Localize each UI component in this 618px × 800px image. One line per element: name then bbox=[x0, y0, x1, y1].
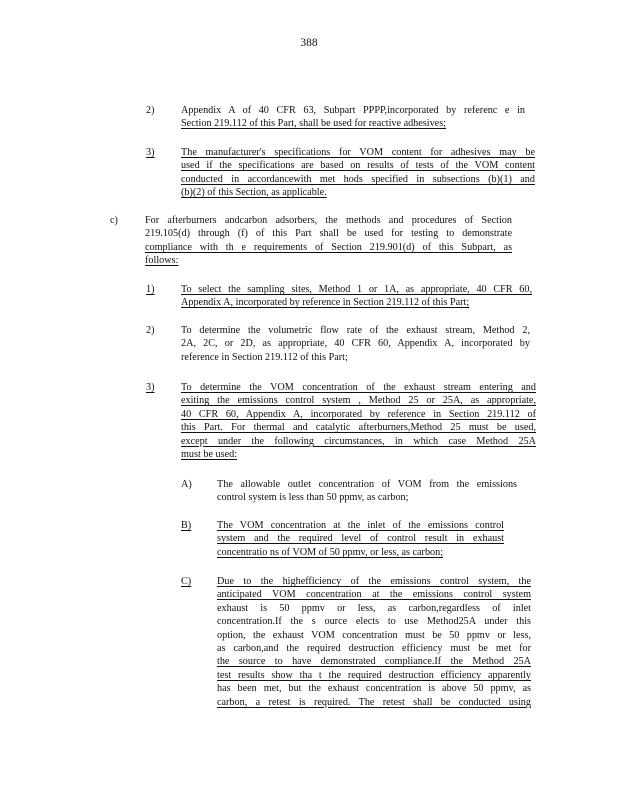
paragraph-a-allowable-outlet bbox=[217, 478, 517, 505]
text-line: The allowable outlet concentration of VOM from the emissions bbox=[217, 479, 517, 490]
text-line: option, the exhaust VOM concentration must be 50 ppmv or less, bbox=[217, 629, 531, 641]
text-line: 2A, 2C, or 2D, as appropriate, 40 CFR 60, Appendix A, incorporated by bbox=[181, 338, 530, 350]
item-marker: c) bbox=[110, 215, 118, 226]
text-line: must be used: bbox=[181, 449, 238, 461]
text-line: concentration.If the s ource elects to use Method25A under this bbox=[217, 616, 531, 628]
item-marker: 2) bbox=[146, 325, 155, 336]
text-line: For afterburners andcarbon adsorbers, the methods and procedures of Section bbox=[145, 215, 512, 226]
text-line: Appendix A of 40 CFR 63, Subpart PPPP,incorporated by referenc e in bbox=[181, 105, 525, 116]
text-line: used if the specifications are based on results of tests of the VOM content bbox=[181, 160, 535, 172]
text-line: To determine the volumetric flow rate of the exhaust stream, Method 2, bbox=[181, 325, 530, 336]
paragraph-3-manufacturer-specifications bbox=[181, 146, 535, 200]
text-line: this Part. For thermal and catalytic afterburners,Method 25 must be used, bbox=[181, 422, 536, 434]
text-line: (b)(2) of this Section, as applicable. bbox=[181, 187, 327, 199]
paragraph-1-sampling-sites bbox=[181, 283, 532, 310]
item-marker: B) bbox=[181, 520, 192, 531]
text-line: compliance with th e requirements of Section 219.901(d) of this Subpart, as bbox=[145, 241, 512, 253]
text-line: the source to have demonstrated compliance.If the Method 25A bbox=[217, 656, 531, 668]
text-line: To select the sampling sites, Method 1 or 1A, as appropriate, 40 CFR 60, bbox=[181, 284, 532, 295]
paragraph-b-inlet-concentration bbox=[217, 519, 504, 559]
text-line: system and the required level of control result in exhaust bbox=[217, 533, 504, 545]
paragraph-2-volumetric-flow bbox=[181, 324, 530, 364]
item-marker: 1) bbox=[146, 284, 155, 295]
text-line: The manufacturer's specifications for VOM content for adhesives may be bbox=[181, 147, 535, 158]
text-line: anticipated VOM concentration at the emissions control system bbox=[217, 589, 531, 601]
text-line: follows: bbox=[145, 255, 179, 267]
text-line: Due to the highefficiency of the emissions control system, the bbox=[217, 576, 531, 587]
paragraph-3-vom-concentration bbox=[181, 381, 536, 461]
text-line: carbon, a retest is required. The retest shall be conducted using bbox=[217, 696, 531, 708]
text-line: exiting the emissions control system , Method 25 or 25A, as appropriate, bbox=[181, 395, 536, 407]
text-line: Appendix A, incorporated by reference in Section 219.112 of this Part; bbox=[181, 297, 470, 309]
text-line: as carbon,and the required destruction efficiency must be met for bbox=[217, 643, 531, 655]
text-line: To determine the VOM concentration of the exhaust stream entering and bbox=[181, 382, 536, 393]
text-line: has been met, but the exhaust concentration is above 50 ppmv, as bbox=[217, 683, 531, 695]
text-line: except under the following circumstances, in which case Method 25A bbox=[181, 435, 536, 447]
item-marker: A) bbox=[181, 479, 192, 490]
item-marker: C) bbox=[181, 576, 192, 587]
paragraph-c-high-efficiency bbox=[217, 575, 531, 709]
page-number: 388 bbox=[300, 37, 318, 49]
item-marker: 2) bbox=[146, 105, 155, 116]
text-line: test results show tha t the required destruction efficiency apparently bbox=[217, 669, 531, 681]
text-line: 40 CFR 60, Appendix A, incorporated by reference in Section 219.112 of bbox=[181, 408, 536, 420]
text-line: 219.105(d) through (f) of this Part shall be used for testing to demonstrate bbox=[145, 228, 512, 240]
text-line: concentratio ns of VOM of 50 ppmv, or less, as carbon; bbox=[217, 546, 444, 558]
item-marker: 3) bbox=[146, 147, 155, 158]
text-line: conducted in accordancewith met hods specified in subsections (b)(1) and bbox=[181, 173, 535, 185]
text-line: reference in Section 219.112 of this Part; bbox=[181, 351, 348, 363]
item-marker: 3) bbox=[146, 382, 155, 393]
text-line: exhaust is 50 ppmv or less, as carbon,regardless of inlet bbox=[217, 602, 531, 614]
text-line: Section 219.112 of this Part, shall be used for reactive adhesives; bbox=[181, 118, 446, 130]
text-line: The VOM concentration at the inlet of the emissions control bbox=[217, 520, 504, 531]
paragraph-2-reactive-adhesives bbox=[181, 104, 525, 131]
text-line: control system is less than 50 ppmv, as carbon; bbox=[217, 492, 409, 504]
paragraph-c-afterburners bbox=[145, 214, 512, 268]
